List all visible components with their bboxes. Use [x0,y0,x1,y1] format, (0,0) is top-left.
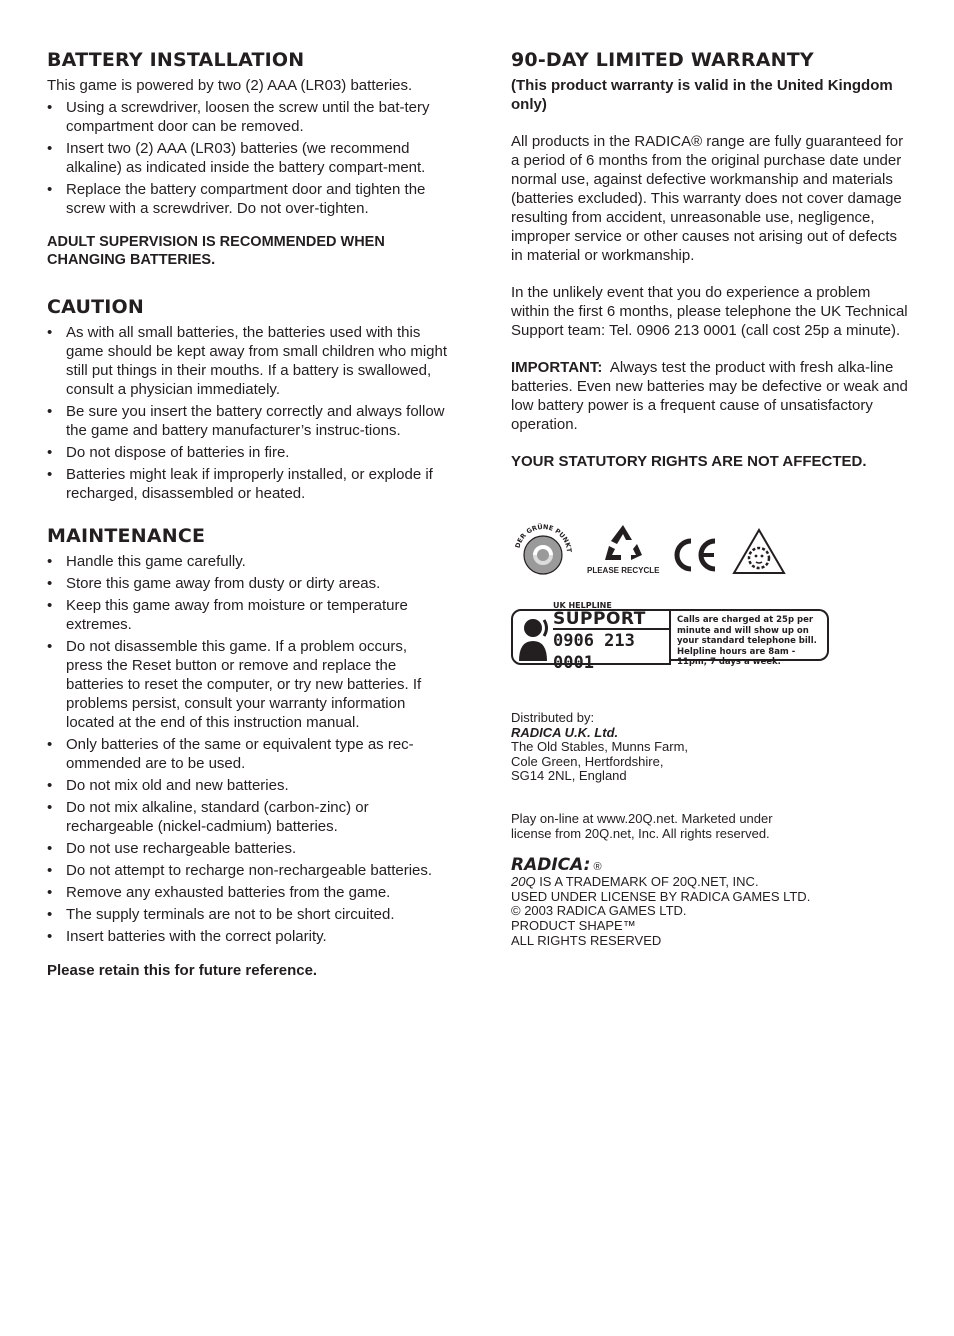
retain-note: Please retain this for future reference. [47,962,318,979]
ce-mark-icon [671,535,719,575]
list-item: • Insert two (2) AAA (LR03) batteries (we recommend alkaline) as indicated inside the battery compart-ment. [47,139,447,177]
list-item: • Do not dispose of batteries in fire. [47,443,447,462]
green-dot-icon [511,519,575,575]
trademark-line: PRODUCT SHAPE™ [511,917,636,933]
list-item: • The supply terminals are not to be short circuited. [47,905,447,924]
list-item: • Remove any exhausted batteries from the game. [47,883,447,902]
list-item: • Keep this game away from moisture or temperature extremes. [47,596,447,634]
distributor-company: RADICA U.K. Ltd. [511,724,619,740]
recycle-icon [587,522,659,575]
trademark-line: USED UNDER LICENSE BY RADICA GAMES LTD. [511,888,811,904]
maintenance-list [47,552,447,946]
address-line: The Old Stables, Munns Farm, [511,739,689,755]
caution-list [47,323,447,503]
recycle-label: PLEASE RECYCLE [587,566,660,575]
warranty-para-2: In the unlikely event that you do experience a problem within the first 6 months, please telephone the UK Technical Support team: Tel. 0906 213 0001 (call cost 25p a minute). [511,284,908,339]
supervision-note: ADULT SUPERVISION IS RECOMMENDED WHEN CHANGING BATTERIES. [47,234,385,268]
distributor-label: Distributed by: [511,710,595,725]
warranty-subheading: (This product warranty is valid in the United Kingdom only) [511,77,893,113]
left-column [47,48,447,980]
radica-logo [511,855,911,875]
list-item: • Do not disassemble this game. If a problem occurs, press the Reset button or remove and replace the batteries to reset the computer, or try new batteries. If problems persist, consult your warranty information located at the end of this instruction manual. [47,637,447,732]
list-item: • Insert batteries with the correct polarity. [47,927,447,946]
list-item: • Do not use rechargeable batteries. [47,839,447,858]
helpline-note: Calls are charged at 25p per minute and will show up on your standard telephone bill. Helpline hours are 8am - 11pm, 7 days a week. [671,609,829,661]
brand-name: 20Q [511,874,536,890]
helpline-phone: 0906 213 0001 [553,630,635,673]
list-item: • Store this game away from dusty or dirty areas. [47,574,447,593]
list-item: • Handle this game carefully. [47,552,447,571]
helpline-top-text: UK HELPLINE [553,600,612,610]
battery-intro: This game is powered by two (2) AAA (LR03) batteries. [47,77,413,94]
address-line: SG14 2NL, England [511,768,627,784]
radica-wordmark: RADICA: [511,855,591,876]
list-item: • Do not attempt to recharge non-rechargeable batteries. [47,861,447,880]
helpline-support-text: SUPPORT [553,610,669,630]
battery-list [47,98,447,218]
gruene-punkt-text: DER GRÜNE PUNKT [513,522,574,553]
warranty-para-1: All products in the RADICA® range are fully guaranteed for a period of 6 months from the original purchase date under normal use, against defective workmanship and materials (batteries excluded). This warranty does not cover damage resulting from accident, unreasonable use, negligence, improper service or other causes not arising out of defects in material or workmanship. [511,133,904,264]
statutory-note: YOUR STATUTORY RIGHTS ARE NOT AFFECTED. [511,453,867,470]
warranty-heading: 90-DAY LIMITED WARRANTY [511,49,814,71]
address-line: Cole Green, Hertfordshire, [511,753,664,769]
important-text: Always test the product with fresh alka-line batteries. Even new batteries may be defective or weak and low battery power is a frequent cause of unsatisfactory operation. [511,359,908,433]
list-item: • Do not mix old and new batteries. [47,776,447,795]
registered-mark: ® [593,861,602,874]
trademark-block [511,875,911,948]
right-column [511,48,911,948]
trademark-line-rest: IS A TRADEMARK OF 20Q.NET, INC. [535,874,759,890]
list-item: • Be sure you insert the battery correctly and always follow the game and battery manufacturer’s instruc-tions. [47,402,447,440]
list-item: • As with all small batteries, the batteries used with this game should be kept away from small children who might still put things in their mouths. If a battery is swallowed, consult a physician immediately. [47,323,447,399]
battery-heading: BATTERY INSTALLATION [47,49,305,71]
list-item: • Batteries might leak if improperly installed, or explode if recharged, disassembled or heated. [47,465,447,503]
person-phone-icon [513,611,553,663]
trademark-line: © 2003 RADICA GAMES LTD. [511,903,687,919]
maintenance-heading: MAINTENANCE [47,525,206,547]
uk-helpline-box [511,600,833,673]
compliance-logos [511,519,911,575]
list-item: • Do not mix alkaline, standard (carbon-zinc) or rechargeable (nickel-cadmium) batteries. [47,798,447,836]
helpline-main [511,600,671,673]
important-paragraph [511,358,911,434]
important-label: IMPORTANT: [511,359,603,376]
online-note: Play on-line at www.20Q.net. Marketed under license from 20Q.net, Inc. All rights reserved. [511,810,773,841]
trademark-line [511,875,911,890]
list-item: • Using a screwdriver, loosen the screw until the bat-tery compartment door can be removed. [47,98,447,136]
list-item: • Only batteries of the same or equivalent type as rec-ommended are to be used. [47,735,447,773]
lion-mark-icon [731,527,787,575]
distributor-block [511,711,911,784]
list-item: • Replace the battery compartment door and tighten the screw with a screwdriver. Do not over-tighten. [47,180,447,218]
trademark-line: ALL RIGHTS RESERVED [511,932,662,948]
caution-heading: CAUTION [47,296,144,318]
